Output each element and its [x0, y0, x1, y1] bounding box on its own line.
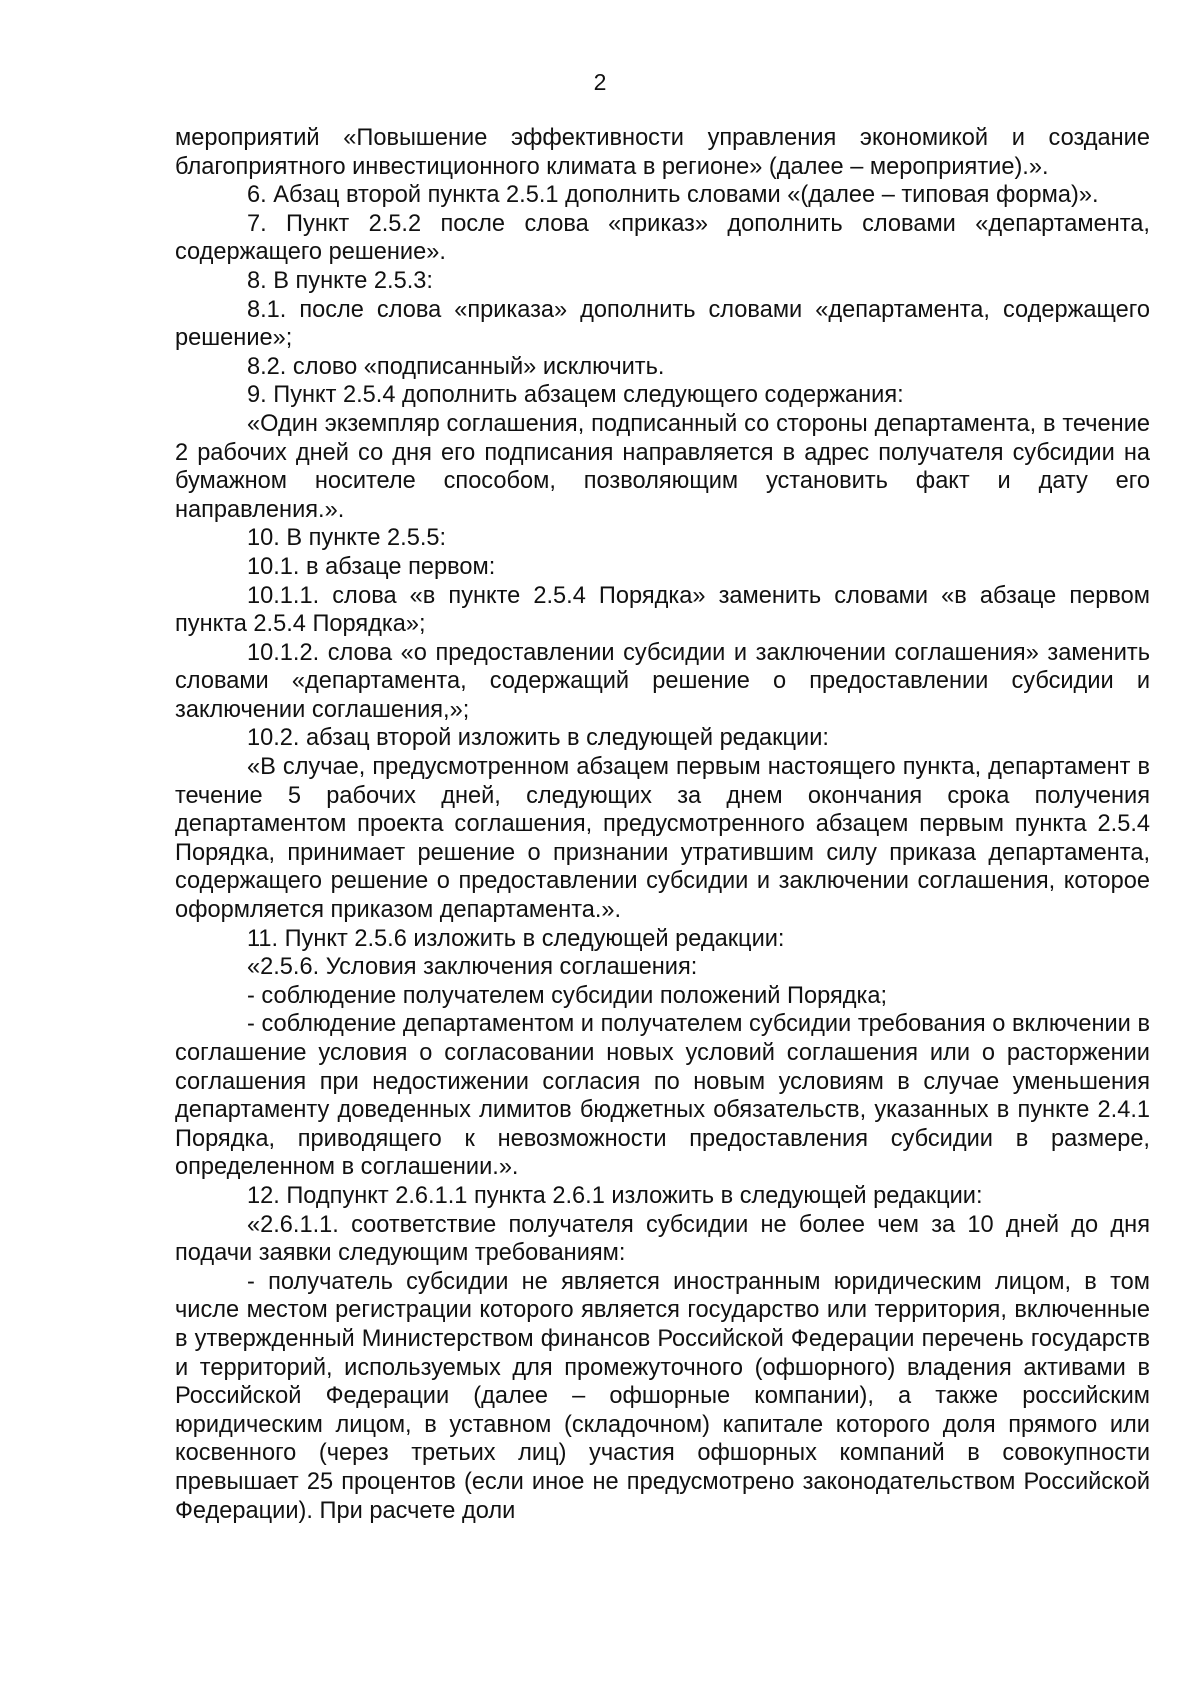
paragraph: 10.1.2. слова «о предоставлении субсидии и заключении соглашения» заменить словами «департамента, содержащий решение о предоставлении субсидии и заключении соглашения,»; — [175, 639, 1150, 723]
paragraph: «2.6.1.1. соответствие получателя субсидии не более чем за 10 дней до дня подачи заявки следующим требованиям: — [175, 1211, 1150, 1267]
paragraph: 10.1. в абзаце первом: — [247, 553, 496, 580]
paragraph: 8.2. слово «подписанный» исключить. — [247, 353, 665, 380]
paragraph: 9. Пункт 2.5.4 дополнить абзацем следующего содержания: — [247, 382, 904, 409]
paragraph: - соблюдение департаментом и получателем субсидии требования о включении в соглашение условия о согласовании новых условий соглашения или о расторжении соглашения при недостижении согласия по новым условиям в случае уменьшения департаменту доведенных лимитов бюджетных обязательств, указанных в пункте 2.4.1 Порядка, приводящего к невозможности предоставления субсидии в размере, определенном в соглашении.». — [175, 1011, 1150, 1181]
paragraph: - получатель субсидии не является иностранным юридическим лицом, в том числе местом регистрации которого является государство или территория, включенные в утвержденный Министерством финансов Российской Федерации перечень государств и территорий, используемых для промежуточного (офшорного) владения активами в Российской Федерации (далее – офшорные компании), а также российским юридическим лицом, в уставном (складочном) капитале которого доля прямого или косвенного (через третьих лиц) участия офшорных компаний в совокупности превышает 25 процентов (если иное не предусмотрено законодательством Российской Федерации). При расчете доли — [175, 1268, 1150, 1524]
paragraph: «В случае, предусмотренном абзацем первым настоящего пункта, департамент в течение 5 рабочих дней, следующих за днем окончания срока получения департаментом проекта соглашения, предусмотренного абзацем первым пункта 2.5.4 Порядка, принимает решение о признании утратившим силу приказа департамента, содержащего решение о предоставлении субсидии и заключении соглашения, которое оформляется приказом департамента.». — [175, 754, 1150, 924]
paragraph: 10. В пункте 2.5.5: — [247, 525, 447, 552]
paragraph: 7. Пункт 2.5.2 после слова «приказ» дополнить словами «департамента, содержащего решение». — [175, 210, 1150, 266]
paragraph: 8. В пункте 2.5.3: — [247, 267, 433, 294]
paragraph: 10.1.1. слова «в пункте 2.5.4 Порядка» заменить словами «в абзаце первом пункта 2.5.4 Порядка»; — [175, 582, 1150, 638]
paragraph: 12. Подпункт 2.6.1.1 пункта 2.6.1 изложить в следующей редакции: — [247, 1182, 983, 1209]
paragraph: 8.1. после слова «приказа» дополнить словами «департамента, содержащего решение»; — [175, 296, 1150, 352]
paragraph: «Один экземпляр соглашения, подписанный со стороны департамента, в течение 2 рабочих дней со дня его подписания направляется в адрес получателя субсидии на бумажном носителе способом, позволяющим установить факт и дату его направления.». — [175, 410, 1150, 523]
paragraph: «2.5.6. Условия заключения соглашения: — [247, 954, 698, 981]
document-body — [175, 124, 1150, 1525]
page-number: 2 — [593, 69, 607, 95]
paragraph: 11. Пункт 2.5.6 изложить в следующей редакции: — [247, 925, 785, 952]
paragraph: 6. Абзац второй пункта 2.5.1 дополнить словами «(далее – типовая форма)». — [247, 182, 1099, 209]
paragraph: - соблюдение получателем субсидии положений Порядка; — [247, 982, 888, 1009]
paragraph: мероприятий «Повышение эффективности управления экономикой и создание благоприятного инвестиционного климата в регионе» (далее – мероприятие).». — [175, 125, 1150, 180]
paragraph: 10.2. абзац второй изложить в следующей редакции: — [247, 725, 829, 752]
